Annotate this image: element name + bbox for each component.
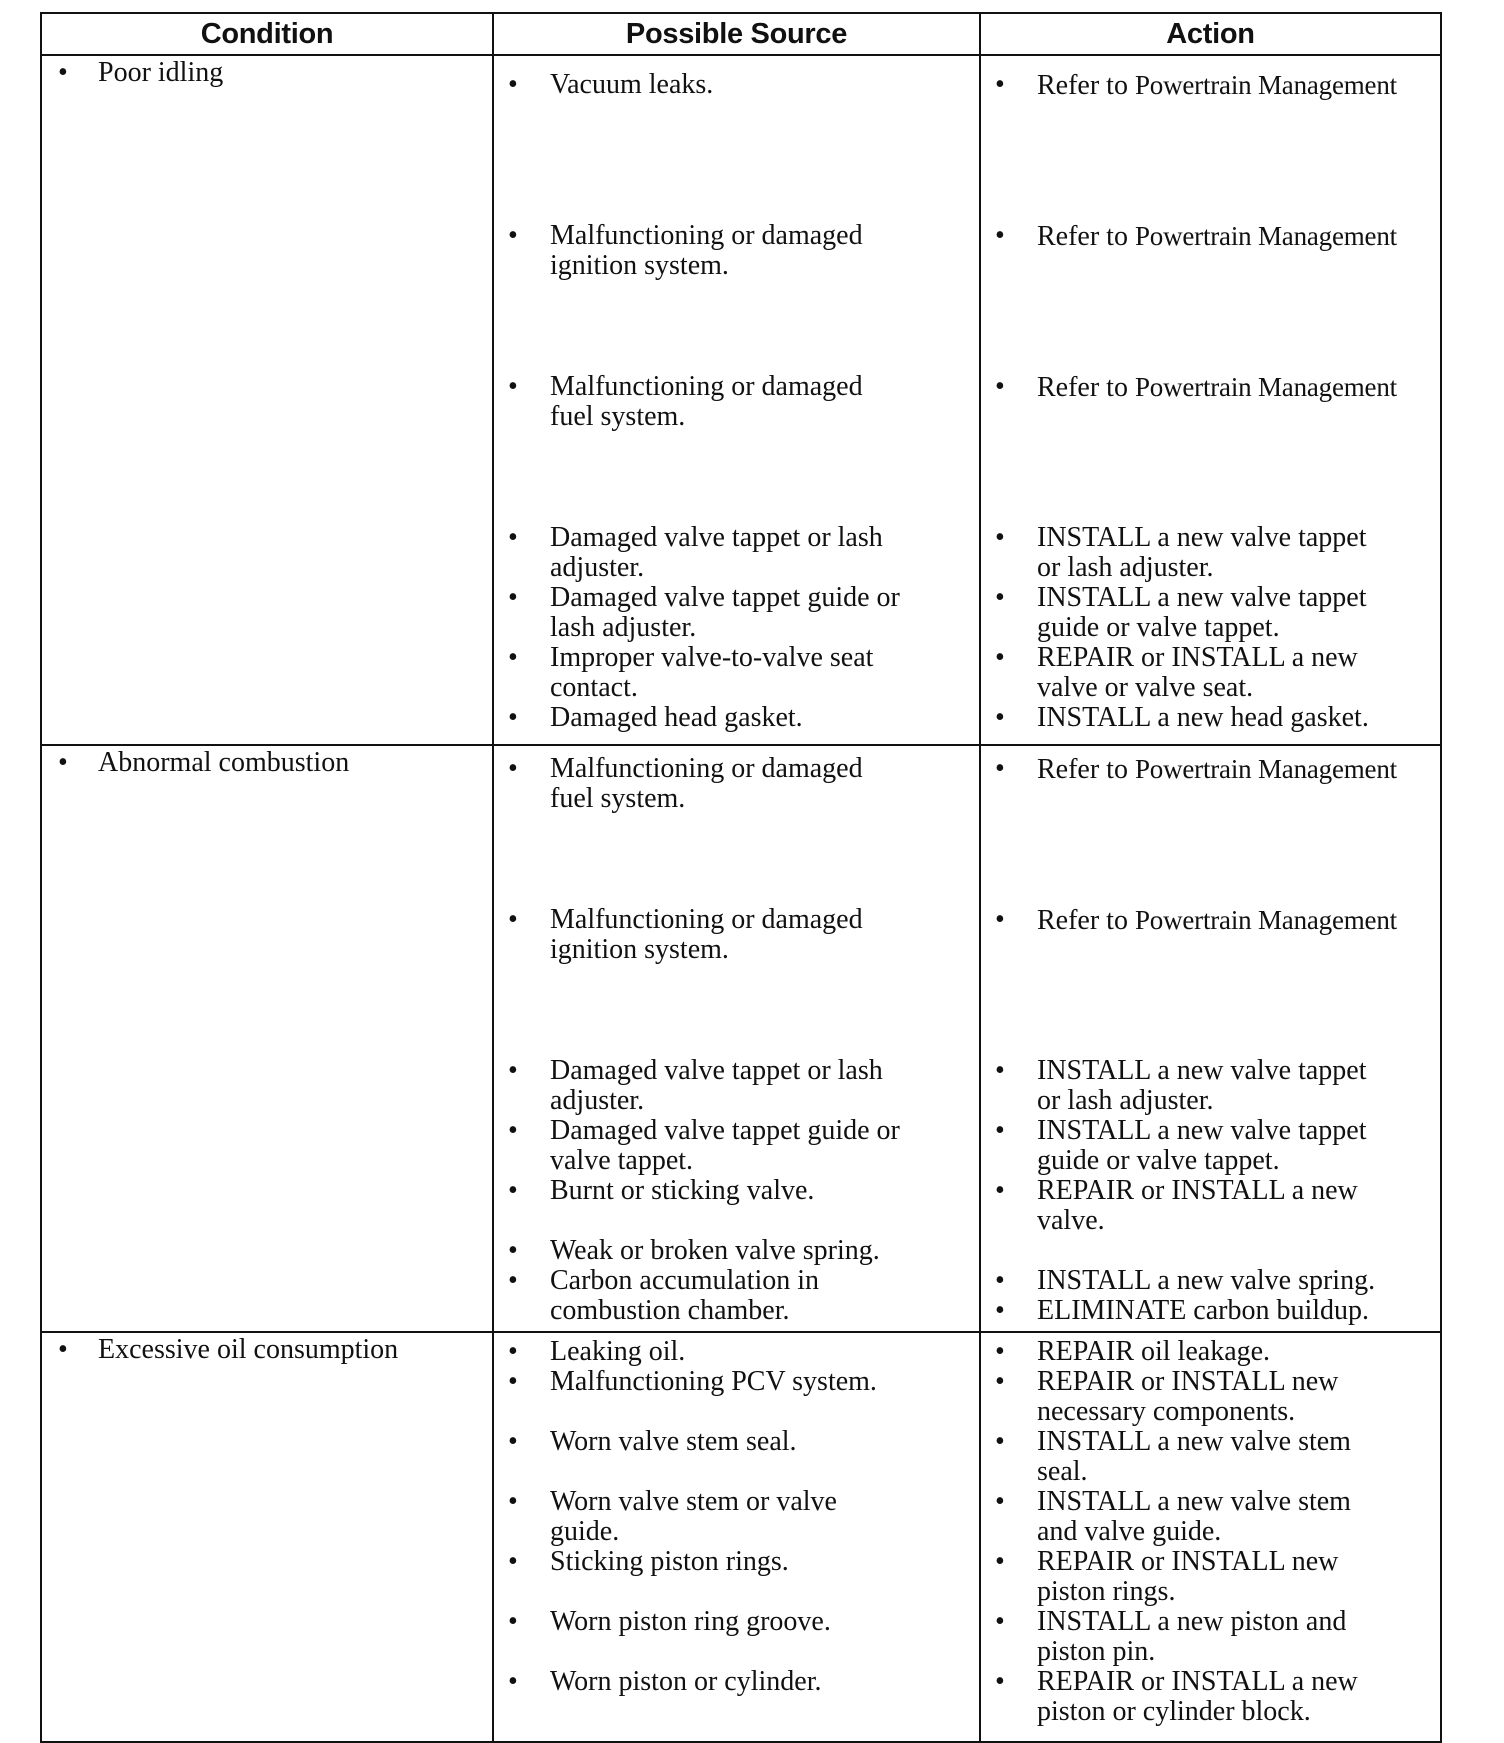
bullet-marker: • <box>995 1606 1005 1637</box>
source-item <box>508 1116 973 1176</box>
action-text: REPAIR or INSTALL a new valve. <box>1037 1175 1358 1236</box>
action-text: REPAIR or INSTALL a new valve or valve seat. <box>1037 642 1358 703</box>
source-item <box>508 1266 973 1326</box>
bullet-marker: • <box>508 753 518 784</box>
source-text: Damaged valve tappet guide or valve tappet. <box>550 1115 900 1176</box>
bullet-marker: • <box>58 747 68 778</box>
source-text: Worn valve stem seal. <box>550 1426 797 1457</box>
action-cell <box>980 55 1441 745</box>
action-item <box>995 1667 1434 1727</box>
action-item <box>995 1337 1434 1367</box>
action-text: INSTALL a new valve tappet guide or valve tappet. <box>1037 1115 1367 1176</box>
source-item <box>508 1427 973 1457</box>
action-item <box>995 1116 1434 1176</box>
action-item <box>995 221 1434 252</box>
bullet-marker: • <box>508 582 518 613</box>
bullet-marker: • <box>508 1606 518 1637</box>
source-item <box>508 1547 973 1577</box>
source-text: Burnt or sticking valve. <box>550 1175 815 1206</box>
bullet-marker: • <box>995 1295 1005 1326</box>
bullet-marker: • <box>508 904 518 935</box>
source-text: Malfunctioning or damaged fuel system. <box>550 753 863 814</box>
action-text: INSTALL a new valve stem seal. <box>1037 1426 1351 1487</box>
action-text <box>1037 372 1434 403</box>
bullet-marker: • <box>995 1265 1005 1296</box>
source-item <box>508 1056 973 1116</box>
source-item <box>508 372 973 432</box>
source-text: Damaged valve tappet or lash adjuster. <box>550 522 883 583</box>
bullet-marker: • <box>58 1334 68 1365</box>
condition-text: Excessive oil consumption <box>98 1334 399 1365</box>
bullet-marker: • <box>995 904 1005 935</box>
action-item <box>995 1367 1434 1427</box>
source-item <box>508 70 973 100</box>
table-row <box>41 1332 1441 1742</box>
bullet-marker: • <box>995 69 1005 100</box>
source-text: Weak or broken valve spring. <box>550 1235 880 1266</box>
source-text: Leaking oil. <box>550 1336 686 1367</box>
source-cell <box>493 1332 980 1742</box>
bullet-marker: • <box>995 702 1005 733</box>
source-item <box>508 583 973 643</box>
bullet-marker: • <box>508 1055 518 1086</box>
source-text: Damaged valve tappet guide or lash adjuster. <box>550 582 900 643</box>
action-item <box>995 372 1434 403</box>
source-text: Damaged head gasket. <box>550 702 803 733</box>
action-text <box>1037 70 1434 101</box>
refer-lead: Refer to <box>1037 70 1128 101</box>
action-text: REPAIR or INSTALL a new piston or cylinder block. <box>1037 1666 1358 1727</box>
bullet-marker: • <box>508 69 518 100</box>
source-item <box>508 643 973 703</box>
source-text: Worn valve stem or valve guide. <box>550 1486 837 1547</box>
action-item <box>995 905 1434 936</box>
bullet-marker: • <box>508 642 518 673</box>
bullet-marker: • <box>508 371 518 402</box>
action-text: INSTALL a new valve spring. <box>1037 1265 1376 1296</box>
action-item <box>995 523 1434 583</box>
refer-lead: Refer to <box>1037 905 1128 936</box>
action-item <box>995 1176 1434 1236</box>
troubleshooting-table <box>40 12 1442 1743</box>
action-text: REPAIR or INSTALL new piston rings. <box>1037 1546 1339 1607</box>
bullet-marker: • <box>995 1055 1005 1086</box>
action-item <box>995 583 1434 643</box>
bullet-marker: • <box>995 371 1005 402</box>
bullet-marker: • <box>508 1336 518 1367</box>
action-item <box>995 754 1434 785</box>
refer-target: Powertrain Management <box>1134 221 1397 251</box>
source-item <box>508 1337 973 1367</box>
action-item <box>995 1607 1434 1667</box>
action-item <box>995 1296 1434 1326</box>
source-text: Vacuum leaks. <box>550 69 714 100</box>
source-text: Improper valve-to-valve seat contact. <box>550 642 874 703</box>
action-text <box>1037 221 1434 252</box>
bullet-marker: • <box>995 753 1005 784</box>
bullet-marker: • <box>995 1366 1005 1397</box>
bullet-marker: • <box>508 522 518 553</box>
condition-cell <box>41 55 493 745</box>
bullet-marker: • <box>508 1175 518 1206</box>
refer-target: Powertrain Management <box>1134 905 1397 935</box>
bullet-marker: • <box>995 1666 1005 1697</box>
bullet-marker: • <box>508 1546 518 1577</box>
source-item <box>508 1236 973 1266</box>
table-row <box>41 745 1441 1332</box>
action-text: INSTALL a new head gasket. <box>1037 702 1369 733</box>
source-item <box>508 1176 973 1206</box>
action-text: INSTALL a new valve tappet or lash adjuster. <box>1037 522 1367 583</box>
header-row <box>41 13 1441 55</box>
action-text: REPAIR oil leakage. <box>1037 1336 1271 1367</box>
action-item <box>995 1056 1434 1116</box>
source-item <box>508 1667 973 1697</box>
source-item <box>508 754 973 814</box>
action-item <box>995 1547 1434 1607</box>
source-item <box>508 1367 973 1397</box>
bullet-marker: • <box>508 1666 518 1697</box>
source-text: Malfunctioning or damaged ignition system. <box>550 220 863 281</box>
bullet-marker: • <box>508 1366 518 1397</box>
source-item <box>508 1607 973 1637</box>
bullet-marker: • <box>508 1235 518 1266</box>
source-text: Damaged valve tappet or lash adjuster. <box>550 1055 883 1116</box>
condition-text: Abnormal combustion <box>98 747 350 778</box>
source-text: Malfunctioning or damaged fuel system. <box>550 371 863 432</box>
bullet-marker: • <box>995 1175 1005 1206</box>
source-text: Malfunctioning or damaged ignition system. <box>550 904 863 965</box>
action-text: INSTALL a new piston and piston pin. <box>1037 1606 1347 1667</box>
header-action: Action <box>980 13 1441 55</box>
source-item <box>508 1487 973 1547</box>
source-text: Carbon accumulation in combustion chamber. <box>550 1265 820 1326</box>
refer-target: Powertrain Management <box>1134 70 1397 100</box>
source-item <box>508 523 973 583</box>
action-item <box>995 703 1434 733</box>
source-item <box>508 703 973 733</box>
source-cell <box>493 55 980 745</box>
refer-lead: Refer to <box>1037 754 1128 785</box>
bullet-marker: • <box>995 220 1005 251</box>
refer-lead: Refer to <box>1037 221 1128 252</box>
bullet-marker: • <box>508 1426 518 1457</box>
header-condition: Condition <box>41 13 493 55</box>
bullet-marker: • <box>995 1486 1005 1517</box>
bullet-marker: • <box>995 1336 1005 1367</box>
table-row <box>41 55 1441 745</box>
source-text: Malfunctioning PCV system. <box>550 1366 877 1397</box>
action-text: INSTALL a new valve tappet or lash adjuster. <box>1037 1055 1367 1116</box>
action-text: ELIMINATE carbon buildup. <box>1037 1295 1370 1326</box>
bullet-marker: • <box>995 582 1005 613</box>
bullet-marker: • <box>508 1115 518 1146</box>
bullet-marker: • <box>995 522 1005 553</box>
action-item <box>995 70 1434 101</box>
action-item <box>995 1266 1434 1296</box>
bullet-marker: • <box>995 1115 1005 1146</box>
action-item <box>995 643 1434 703</box>
header-possible-source: Possible Source <box>493 13 980 55</box>
action-cell <box>980 1332 1441 1742</box>
source-text: Worn piston or cylinder. <box>550 1666 822 1697</box>
action-text <box>1037 905 1434 936</box>
bullet-marker: • <box>995 642 1005 673</box>
source-text: Worn piston ring groove. <box>550 1606 831 1637</box>
source-cell <box>493 745 980 1332</box>
condition-cell <box>41 1332 493 1742</box>
bullet-marker: • <box>508 1265 518 1296</box>
source-text: Sticking piston rings. <box>550 1546 789 1577</box>
action-text: INSTALL a new valve tappet guide or valve tappet. <box>1037 582 1367 643</box>
refer-target: Powertrain Management <box>1134 372 1397 402</box>
bullet-marker: • <box>508 1486 518 1517</box>
action-item <box>995 1427 1434 1487</box>
refer-target: Powertrain Management <box>1134 754 1397 784</box>
bullet-marker: • <box>995 1426 1005 1457</box>
action-cell <box>980 745 1441 1332</box>
condition-cell <box>41 745 493 1332</box>
action-text: INSTALL a new valve stem and valve guide. <box>1037 1486 1351 1547</box>
bullet-marker: • <box>508 220 518 251</box>
action-text: REPAIR or INSTALL new necessary components. <box>1037 1366 1339 1427</box>
bullet-marker: • <box>58 57 68 88</box>
bullet-marker: • <box>508 702 518 733</box>
action-text <box>1037 754 1434 785</box>
action-item <box>995 1487 1434 1547</box>
source-item <box>508 905 973 965</box>
bullet-marker: • <box>995 1546 1005 1577</box>
condition-text: Poor idling <box>98 57 224 88</box>
refer-lead: Refer to <box>1037 372 1128 403</box>
source-item <box>508 221 973 281</box>
